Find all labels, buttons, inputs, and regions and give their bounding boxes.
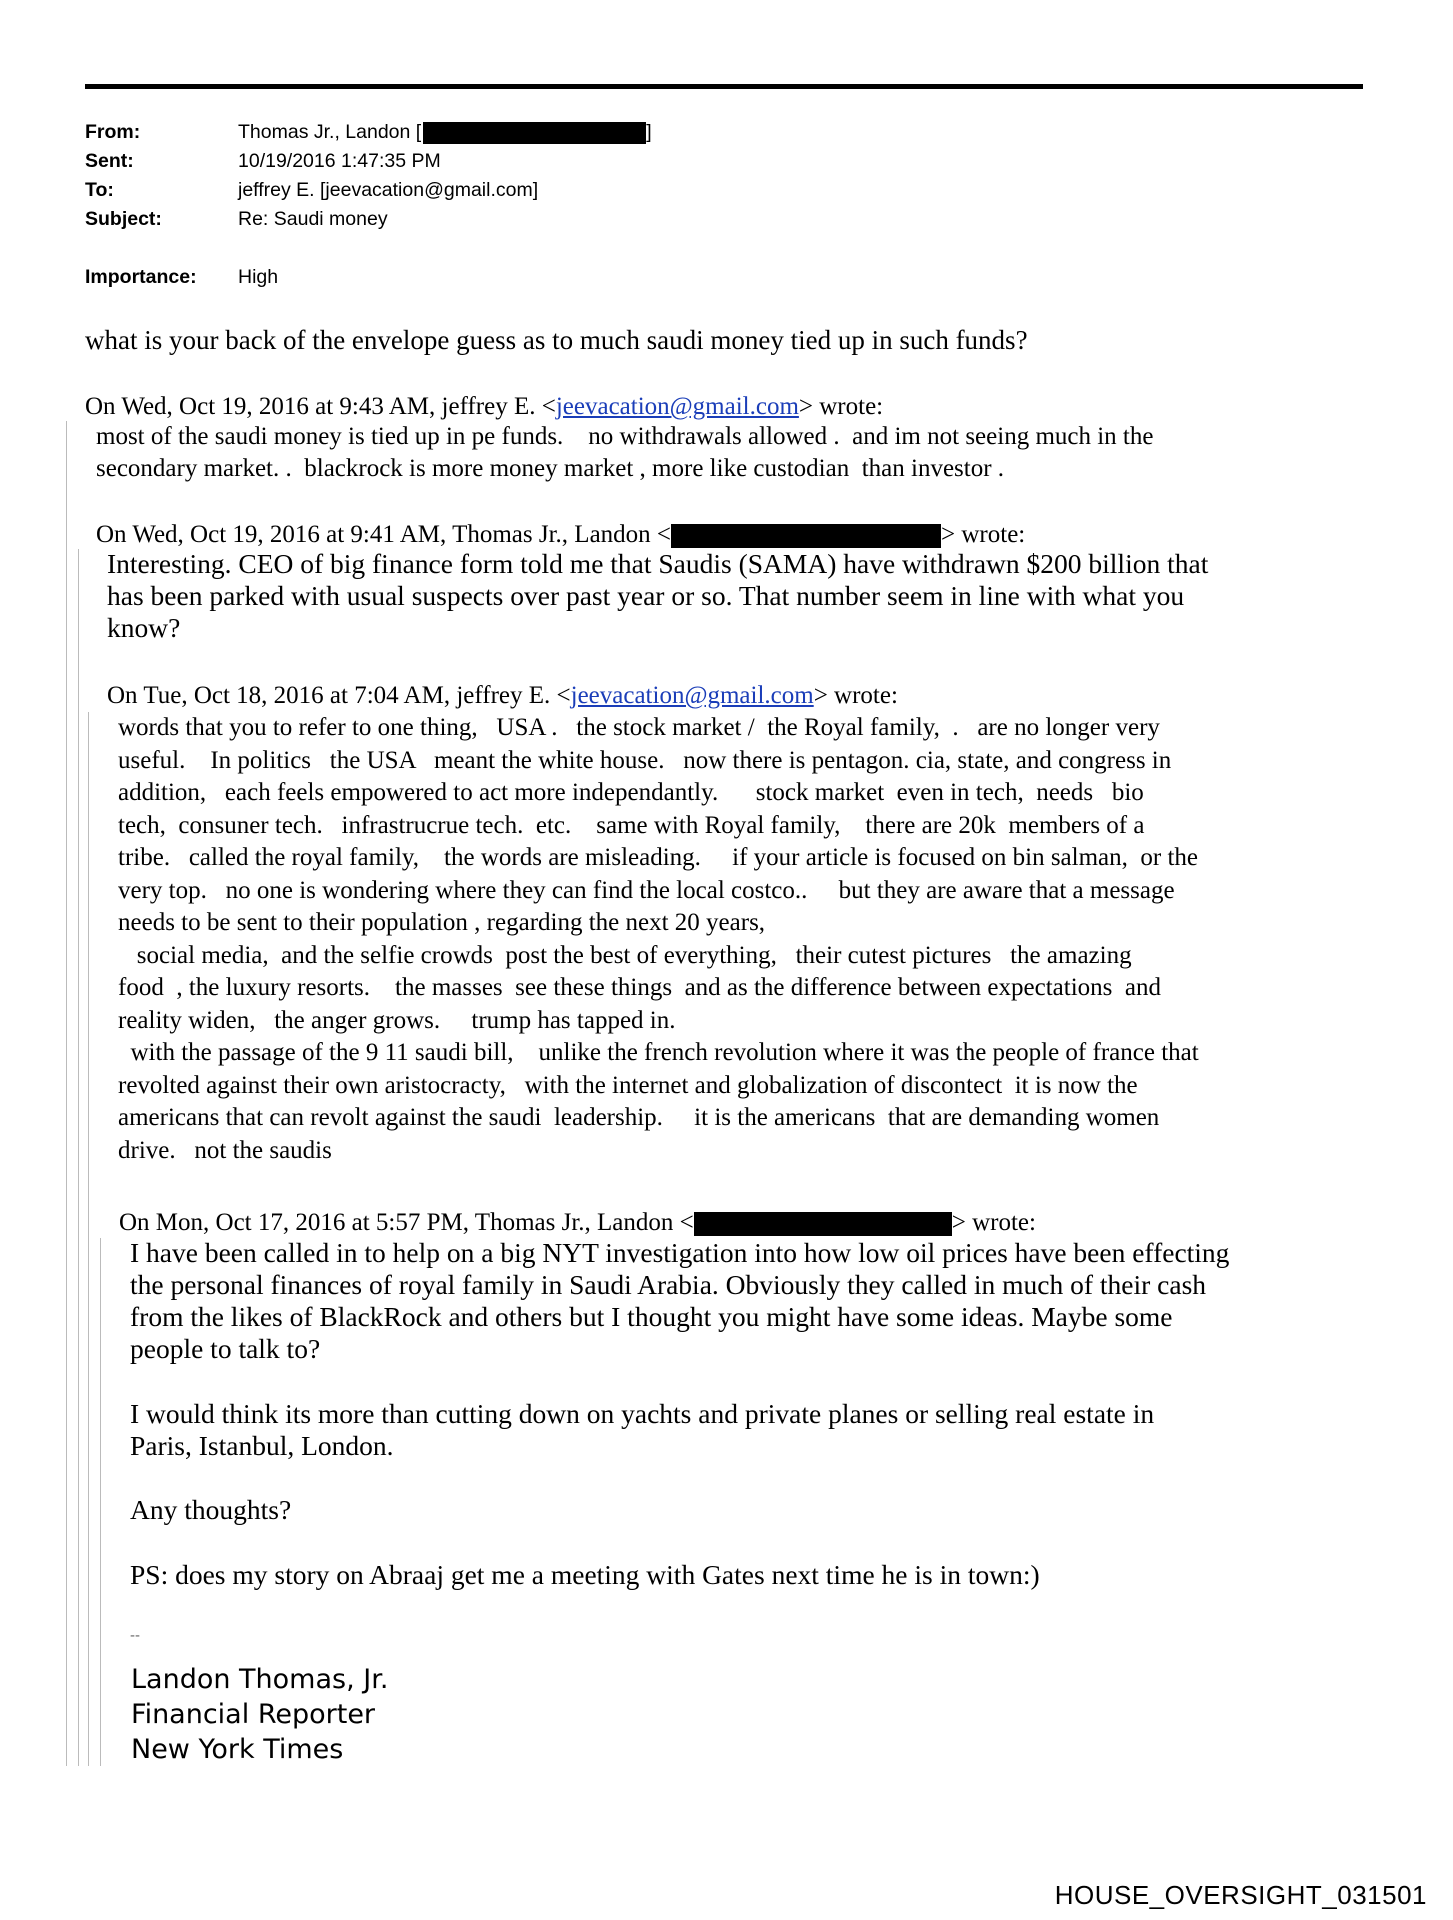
quote4-line: the personal finances of royal family in Saudi Arabia. Obviously they called in much of their cash	[130, 1269, 1207, 1300]
quote2-line: know?	[107, 612, 181, 643]
signature-separator: --	[130, 1627, 140, 1644]
quote2-line: has been parked with usual suspects over past year or so. That number seem in line with what you	[107, 580, 1185, 611]
quote4-line: Paris, Istanbul, London.	[130, 1430, 394, 1461]
quote3-attribution-prefix: On Tue, Oct 18, 2016 at 7:04 AM, jeffrey E. <	[107, 682, 571, 709]
quote2-attribution-prefix: On Wed, Oct 19, 2016 at 9:41 AM, Thomas Jr., Landon <	[96, 521, 672, 548]
quote3-line: social media, and the selfie crowds post the best of everything, their cutest pictures the amazing	[118, 941, 1132, 969]
quote3-line: reality widen, the anger grows. trump has tapped in.	[118, 1006, 676, 1034]
quote3-line: americans that can revolt against the saudi leadership. it is the americans that are demanding women	[118, 1104, 1160, 1131]
quote-bar	[66, 421, 67, 1766]
quote1-line: secondary market. . blackrock is more money market , more like custodian than investor .	[96, 455, 1005, 482]
sent-value: 10/19/2016 1:47:35 PM	[238, 150, 441, 172]
signature-block	[131, 1662, 388, 1767]
redaction-bar	[694, 1212, 952, 1236]
quote3-line: food , the luxury resorts. the masses see these things and as the difference between expectations and	[118, 974, 1161, 1001]
signature-name: Landon Thomas, Jr.	[131, 1664, 389, 1695]
quote4-line: from the likes of BlackRock and others but I thought you might have some ideas. Maybe some	[130, 1301, 1173, 1332]
quote3-line: needs to be sent to their population , regarding the next 20 years,	[118, 909, 766, 936]
quote4-attribution	[119, 1207, 1036, 1239]
quote1-attribution-prefix: On Wed, Oct 19, 2016 at 9:43 AM, jeffrey E. <	[85, 393, 556, 420]
from-name: Thomas Jr., Landon [	[238, 121, 422, 143]
quote1-line: most of the saudi money is tied up in pe funds. no withdrawals allowed . and im not seeing much in the	[96, 423, 1154, 450]
quote3-line: drive. not the saudis	[118, 1136, 332, 1164]
quote3-line: addition, each feels empowered to act more independantly. stock market even in tech, needs bio	[118, 779, 1144, 806]
quote3-line: useful. In politics the USA meant the white house. now there is pentagon. cia, state, and congress in	[118, 746, 1172, 774]
redaction-bar	[671, 524, 941, 548]
quote4-line: I have been called in to help on a big NYT investigation into how low oil prices have been effecting	[130, 1237, 1230, 1268]
header-rule	[85, 84, 1363, 89]
quote-bar	[78, 549, 79, 1766]
sent-label: Sent:	[85, 150, 134, 172]
signature-org: New York Times	[131, 1734, 344, 1765]
quote4-para3: Any thoughts?	[130, 1494, 292, 1525]
quote3-line: tribe. called the royal family, the words are misleading. if your article is focused on bin salman, or the	[118, 844, 1199, 871]
importance-value: High	[238, 266, 279, 288]
quote3-email-link[interactable]: jeevacation@gmail.com	[570, 682, 814, 709]
from-value	[238, 118, 652, 147]
quote3-line: very top. no one is wondering where they can find the local costco.. but they are aware that a message	[118, 876, 1175, 904]
quote2-attribution	[96, 519, 1025, 551]
from-close: ]	[646, 121, 652, 143]
quote1-attribution-suffix: > wrote:	[798, 393, 884, 420]
quote1-attribution	[85, 391, 883, 423]
quote2-body	[107, 548, 1208, 644]
quote4-attribution-prefix: On Mon, Oct 17, 2016 at 5:57 PM, Thomas Jr., Landon <	[119, 1209, 694, 1236]
quote3-line: revolted against their own aristocracty, with the internet and globalization of discontect it is now the	[118, 1071, 1138, 1099]
quote3-body	[118, 712, 1199, 1167]
redaction-bar	[423, 122, 646, 144]
quote3-attribution-suffix: > wrote:	[813, 682, 898, 709]
quote3-attribution	[107, 680, 898, 712]
quote1-email-link[interactable]: jeevacation@gmail.com	[555, 393, 799, 420]
quote3-line: tech, consuner tech. infrastrucrue tech. etc. same with Royal family, there are 20k members of a	[118, 811, 1145, 839]
quote4-para1	[130, 1237, 1229, 1365]
subject-value: Re: Saudi money	[238, 208, 388, 230]
from-label: From:	[85, 121, 141, 143]
quote1-body	[96, 421, 1153, 485]
quote4-attribution-suffix: > wrote:	[951, 1209, 1036, 1236]
quote3-line: words that you to refer to one thing, USA . the stock market / the Royal family, . are no longer very	[118, 714, 1160, 741]
to-value: jeffrey E. [jeevacation@gmail.com]	[238, 179, 539, 201]
quote2-line: Interesting. CEO of big finance form told me that Saudis (SAMA) have withdrawn $200 billion that	[107, 548, 1209, 579]
quote-bar	[100, 1238, 101, 1766]
signature-title: Financial Reporter	[131, 1699, 376, 1730]
quote3-line: with the passage of the 9 11 saudi bill, unlike the french revolution where it was the people of france that	[118, 1039, 1199, 1066]
quote4-line: I would think its more than cutting down on yachts and private planes or selling real estate in	[130, 1398, 1155, 1429]
importance-label: Importance:	[85, 266, 197, 288]
quote4-para4: PS: does my story on Abraaj get me a meeting with Gates next time he is in town:)	[130, 1559, 1040, 1590]
to-label: To:	[85, 179, 114, 201]
subject-label: Subject:	[85, 208, 162, 230]
quote-bar	[88, 712, 89, 1766]
top-message: what is your back of the envelope guess as to much saudi money tied up in such funds?	[85, 325, 1028, 355]
quote4-para2	[130, 1398, 1154, 1462]
bates-number: HOUSE_OVERSIGHT_031501	[1054, 1880, 1427, 1910]
quote2-attribution-suffix: > wrote:	[941, 521, 1026, 548]
quote4-line: people to talk to?	[130, 1333, 321, 1364]
